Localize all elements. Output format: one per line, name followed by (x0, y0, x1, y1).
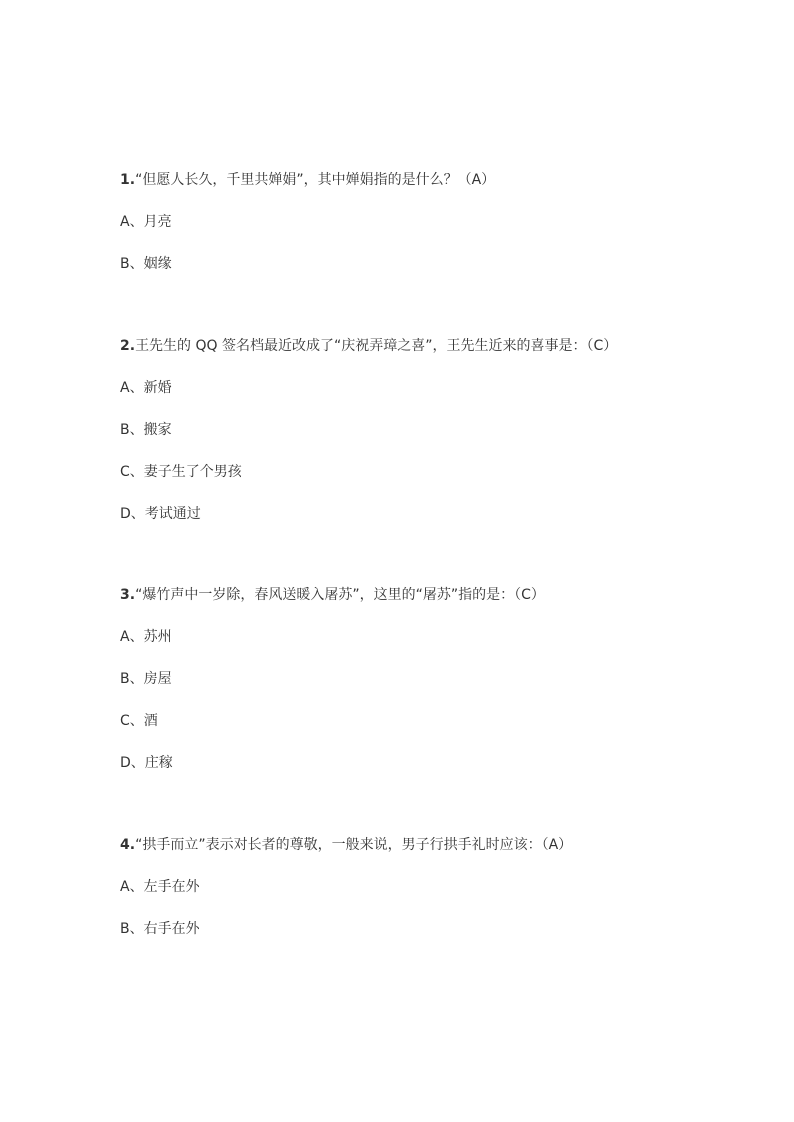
option-a: A、苏州 (120, 629, 172, 645)
option-c: C、妻子生了个男孩 (120, 464, 242, 480)
option-b: B、姻缘 (120, 256, 172, 272)
question-4 (120, 835, 720, 939)
option-b: B、搬家 (120, 422, 172, 438)
question-text: “爆竹声中一岁除，春风送暖入屠苏”，这里的“屠苏”指的是：（C） (135, 587, 545, 603)
option-a: A、左手在外 (120, 879, 200, 895)
question-number: 1. (120, 172, 136, 188)
question-2-stem (120, 336, 720, 356)
question-text: “但愿人长久，千里共婵娟”，其中婵娟指的是什么？（A） (135, 172, 496, 188)
option-b: B、右手在外 (120, 921, 200, 937)
option-b: B、房屋 (120, 671, 172, 687)
question-3 (120, 585, 720, 773)
question-1-stem (120, 170, 720, 190)
option-a: A、月亮 (120, 214, 172, 230)
option-c: C、酒 (120, 713, 158, 729)
question-number: 2. (120, 338, 136, 354)
option-d: D、庄稼 (120, 755, 173, 771)
question-1 (120, 170, 720, 274)
question-text: 王先生的 QQ 签名档最近改成了“庆祝弄璋之喜”，王先生近来的喜事是：（C） (135, 338, 618, 354)
question-4-stem (120, 835, 720, 855)
question-3-stem (120, 585, 720, 605)
question-number: 4. (120, 837, 136, 853)
option-a: A、新婚 (120, 380, 172, 396)
question-text: “拱手而立”表示对长者的尊敬，一般来说，男子行拱手礼时应该：（A） (135, 837, 573, 853)
option-d: D、考试通过 (120, 506, 201, 522)
question-number: 3. (120, 587, 136, 603)
question-2 (120, 336, 720, 524)
